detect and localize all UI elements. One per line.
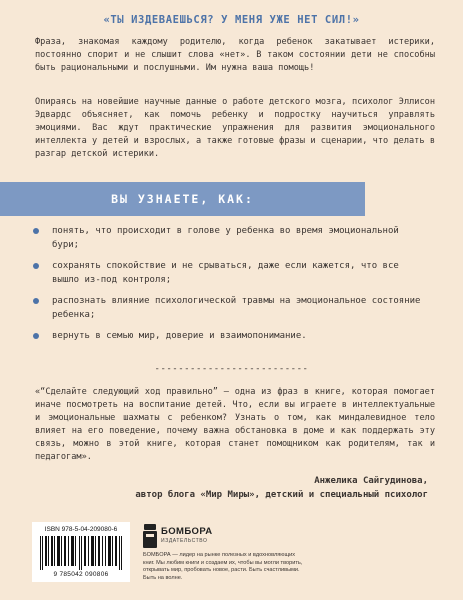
learn-item-text: распознать влияние психологической травмы на эмоциональное состояние ребенка; (52, 296, 421, 320)
bombora-logo-icon (143, 524, 157, 548)
bullet-icon (33, 263, 39, 269)
publisher-name: БОМБОРА (161, 526, 213, 537)
barcode-bars-icon (40, 536, 122, 570)
publisher-description: БОМБОРА — лидер на рынке полезных и вдохновляющих книг. Мы любим книги и создаем их, чтобы вы могли творить, открывать мир, пробовать новое, расти. Быть счастливыми. Быть на волне. (143, 552, 303, 581)
publisher-subtitle: ИЗДАТЕЛЬСТВО (161, 538, 208, 544)
learn-item-text: вернуть в семью мир, доверие и взаимопонимание. (52, 331, 307, 341)
quote-author-title: автор блога «Мир Миры», детский и специальный психолог (135, 490, 428, 500)
learn-item-text: сохранять спокойствие и не срываться, даже если кажется, что все вышло из-под контроля; (52, 261, 399, 285)
learn-list-item (30, 259, 430, 287)
learn-banner-label: ВЫ УЗНАЕТЕ, КАК: (111, 192, 254, 206)
dashed-divider: -------------------------- (154, 364, 309, 374)
review-quote: «“Сделайте следующий ход правильно” — одна из фраз в книге, которая помогает иначе посмотреть на воспитание детей. Что, если вы играете в интеллектуальные и эмоциональные шахматы с ребенком? Узнать о том, как миндалевидное тело влияет на его поведение, почему важна обстановка в доме и как поддержать эту связь, можно в этой книге, которая станет помощником как родителям, так и педагогам». (35, 387, 435, 462)
isbn-label: ISBN 978-5-04-209080-6 (44, 526, 118, 533)
learn-banner (0, 182, 365, 216)
description-paragraph: Опираясь на новейшие научные данные о работе детского мозга, психолог Эллисон Эдвардс объясняет, как помочь ребенку и подростку научиться управлять эмоциями. Вас ждут практические упражнения для развития эмоционального интеллекта у детей и взрослых, а также готовые фразы и сценарии, что делать в разгар детской истерики. (35, 97, 435, 159)
learn-list-item (30, 294, 430, 322)
learn-list (30, 224, 430, 350)
bullet-icon (33, 298, 39, 304)
learn-list-item (30, 329, 430, 343)
bullet-icon (33, 333, 39, 339)
slogan-heading: «ТЫ ИЗДЕВАЕШЬСЯ? У МЕНЯ УЖЕ НЕТ СИЛ!» (103, 14, 360, 26)
learn-list-item (30, 224, 430, 252)
bullet-icon (33, 228, 39, 234)
intro-paragraph: Фраза, знакомая каждому родителю, когда ребенок закатывает истерики, постоянно спорит и не слышит слова «нет». В таком состоянии дети не способны быть рациональными и послушными. Им нужна ваша помощь! (35, 37, 435, 73)
barcode (32, 522, 130, 582)
quote-author-name: Анжелика Сайгудинова, (314, 476, 428, 486)
learn-item-text: понять, что происходит в голове у ребенка во время эмоциональной бури; (52, 226, 399, 250)
barcode-number: 9 785042 090806 (53, 571, 109, 578)
